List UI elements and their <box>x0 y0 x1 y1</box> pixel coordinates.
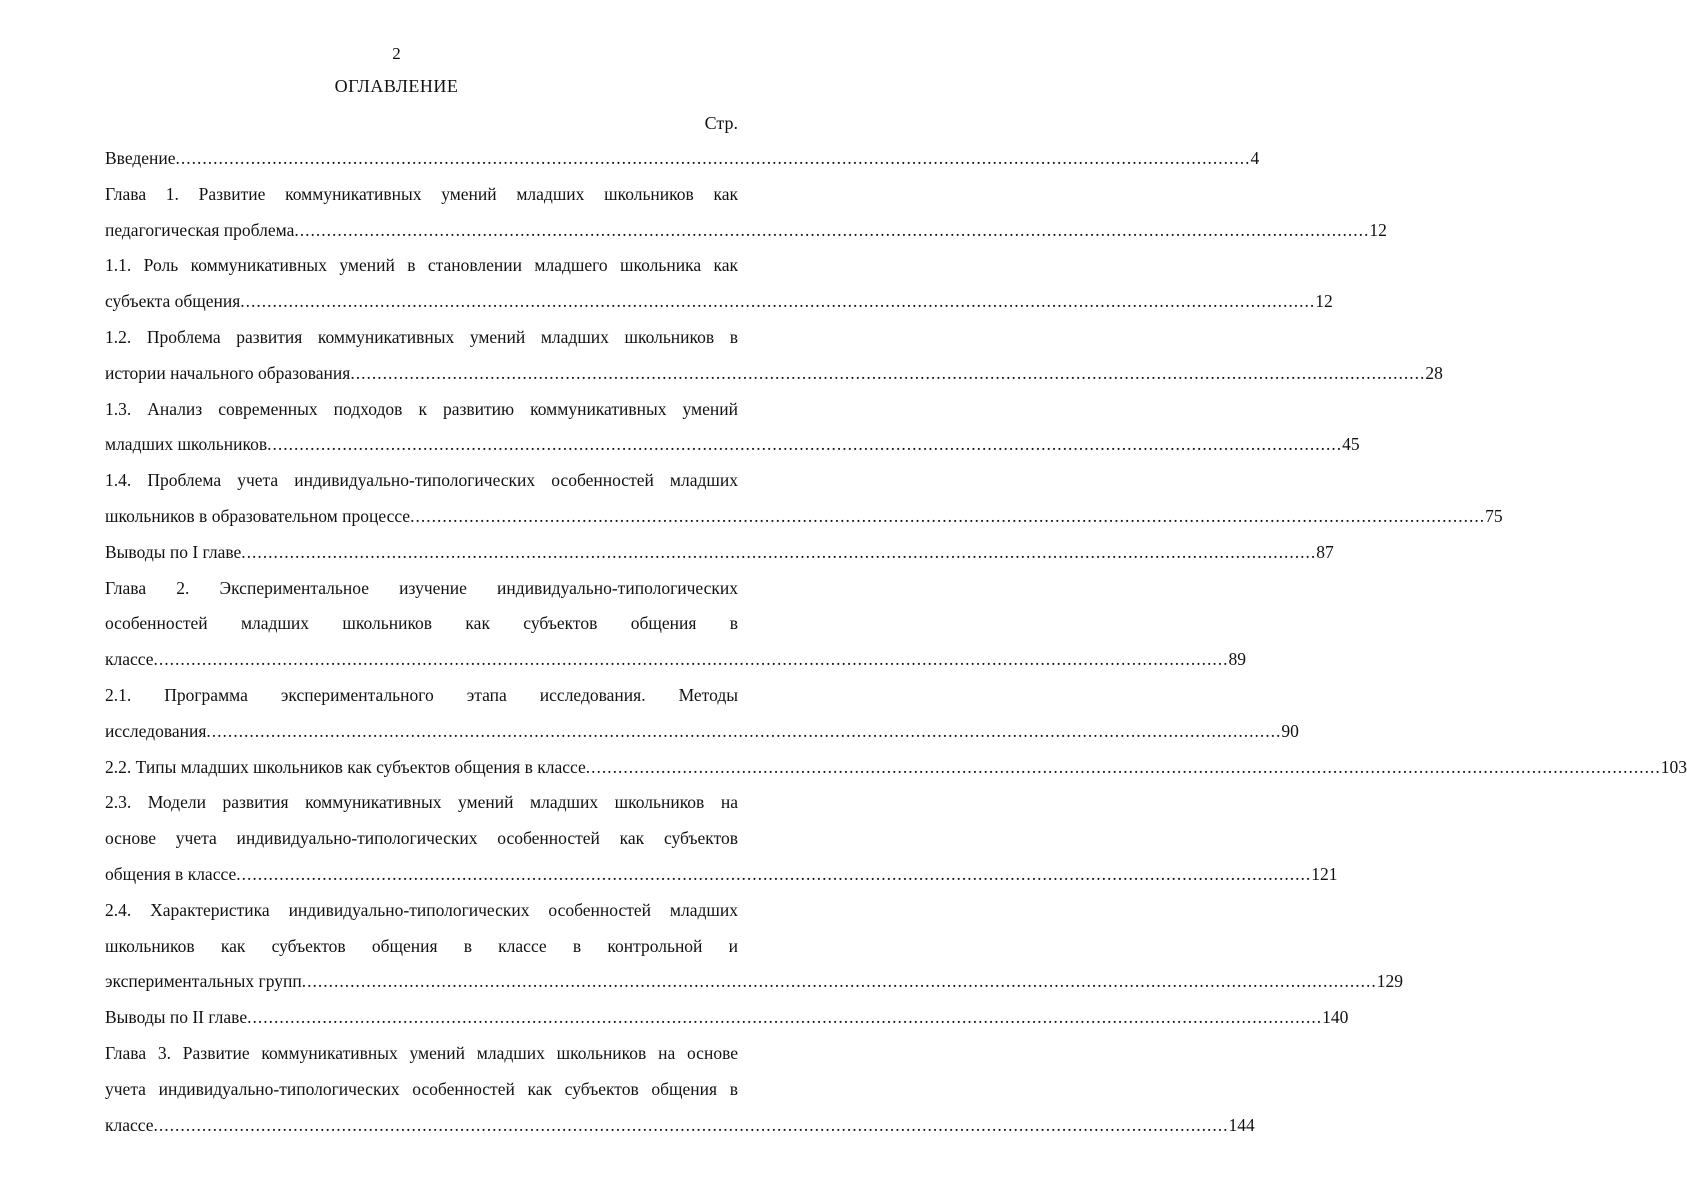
toc-entry <box>105 392 1360 464</box>
toc-entry-page: 121 <box>1311 863 1338 884</box>
toc-entry <box>105 1036 1255 1143</box>
toc-entry-title: исследования <box>105 720 207 741</box>
dot-leader: ........................................................................................................................................................................................................ <box>294 219 1370 240</box>
toc-entry-page: 89 <box>1228 649 1247 670</box>
toc-entry-page: 144 <box>1228 1114 1255 1135</box>
toc-entry-line: Глава 1. Развитие коммуникативных умений младших школьников как <box>105 183 738 204</box>
toc-entry <box>105 678 1299 750</box>
toc-entry-title: классе <box>105 1114 154 1135</box>
toc-entry <box>105 141 1260 177</box>
toc-entry-last-line <box>105 213 1387 249</box>
toc-entry-line: 1.2. Проблема развития коммуникативных умений младших школьников в <box>105 326 738 347</box>
page-number: 2 <box>392 44 401 63</box>
toc-entry-title: 2.2. Типы младших школьников как субъектов общения в классе <box>105 756 586 777</box>
toc-entry <box>105 320 1443 392</box>
toc-entry <box>105 463 1503 535</box>
toc-entry-title: общения в классе <box>105 863 237 884</box>
page-column-label: Стр. <box>704 113 738 133</box>
toc-entry-page: 28 <box>1425 362 1443 383</box>
toc-entry-line: учета индивидуально-типологических особенностей как субъектов общения в <box>105 1078 738 1099</box>
toc-entry-last-line <box>105 1108 1255 1144</box>
toc-entry-title: классе <box>105 649 154 670</box>
toc-entry-title: младших школьников <box>105 434 268 455</box>
toc-entry <box>105 535 1334 571</box>
toc-entry-title: педагогическая проблема <box>105 219 295 240</box>
dot-leader: ........................................................................................................................................................................................................ <box>236 863 1312 884</box>
toc-entry-page: 4 <box>1250 148 1260 168</box>
table-of-contents <box>105 141 1687 1143</box>
page-title: ОГЛАВЛЕНИЕ <box>334 76 459 96</box>
toc-entry-line: 2.4. Характеристика индивидуально-типологических особенностей младших <box>105 899 738 920</box>
toc-entry-line: Глава 2. Экспериментальное изучение индивидуально-типологических <box>105 577 738 598</box>
toc-entry-line: 2.3. Модели развития коммуникативных умений младших школьников на <box>105 792 738 813</box>
dot-leader: ........................................................................................................................................................................................................ <box>206 720 1282 741</box>
dot-leader: ........................................................................................................................................................................................................ <box>301 971 1377 992</box>
toc-entry-last-line <box>105 535 1334 571</box>
dot-leader: ........................................................................................................................................................................................................ <box>240 291 1316 312</box>
toc-entry <box>105 248 1333 320</box>
toc-entry-title: экспериментальных групп <box>105 971 302 992</box>
toc-entry-last-line <box>105 857 1338 893</box>
toc-entry-page: 140 <box>1322 1007 1349 1028</box>
toc-entry-last-line <box>105 964 1403 1000</box>
toc-entry-line: основе учета индивидуально-типологических особенностей как субъектов <box>105 828 738 849</box>
toc-entry-line: 1.4. Проблема учета индивидуально-типологических особенностей младших <box>105 470 738 491</box>
toc-entry-title: Выводы по II главе <box>105 1007 248 1028</box>
toc-entry <box>105 750 1687 786</box>
toc-entry-page: 75 <box>1485 505 1503 526</box>
dot-leader: ........................................................................................................................................................................................................ <box>241 541 1317 562</box>
toc-entry-line: 2.1. Программа экспериментального этапа исследования. Методы <box>105 684 738 705</box>
toc-entry-title: субъекта общения <box>105 291 241 312</box>
toc-entry-last-line <box>105 499 1503 535</box>
toc-entry-page: 103 <box>1660 756 1687 777</box>
toc-entry-title: Введение <box>105 148 176 168</box>
toc-entry-title: истории начального образования <box>105 362 351 383</box>
toc-entry <box>105 1000 1349 1036</box>
toc-entry <box>105 785 1338 892</box>
dot-leader: ........................................................................................................................................................................................................ <box>585 756 1661 777</box>
toc-entry-line: школьников как субъектов общения в классе в контрольной и <box>105 935 738 956</box>
toc-entry-page: 129 <box>1376 971 1403 992</box>
toc-entry-last-line <box>105 427 1360 463</box>
dot-leader: ........................................................................................................................................................................................................ <box>153 1114 1229 1135</box>
toc-entry-line: особенностей младших школьников как субъектов общения в <box>105 613 738 634</box>
dot-leader: ........................................................................................................................................................................................................ <box>175 148 1251 168</box>
toc-entry <box>105 571 1247 678</box>
toc-entry-last-line <box>105 642 1247 678</box>
toc-entry-page: 45 <box>1342 434 1360 455</box>
toc-entry-line: 1.3. Анализ современных подходов к развитию коммуникативных умений <box>105 398 738 419</box>
toc-entry-line: Глава 3. Развитие коммуникативных умений младших школьников на основе <box>105 1042 738 1063</box>
toc-entry-page: 90 <box>1281 720 1299 741</box>
toc-entry-last-line <box>105 1000 1349 1036</box>
toc-entry-last-line <box>105 284 1333 320</box>
toc-entry-line: 1.1. Роль коммуникативных умений в становлении младшего школьника как <box>105 255 738 276</box>
toc-entry-last-line <box>105 714 1299 750</box>
dot-leader: ........................................................................................................................................................................................................ <box>410 505 1486 526</box>
dot-leader: ........................................................................................................................................................................................................ <box>267 434 1343 455</box>
toc-entry-title: школьников в образовательном процессе <box>105 505 411 526</box>
toc-entry <box>105 893 1403 1000</box>
toc-entry-last-line <box>105 356 1443 392</box>
toc-entry-page: 12 <box>1315 291 1333 312</box>
toc-entry-page: 87 <box>1316 541 1334 562</box>
toc-entry-last-line <box>105 141 1260 177</box>
dot-leader: ........................................................................................................................................................................................................ <box>350 362 1426 383</box>
toc-entry-title: Выводы по I главе <box>105 541 242 562</box>
dot-leader: ........................................................................................................................................................................................................ <box>247 1007 1323 1028</box>
toc-entry <box>105 177 1387 249</box>
toc-entry-page: 12 <box>1369 219 1387 240</box>
toc-entry-last-line <box>105 750 1687 786</box>
dot-leader: ........................................................................................................................................................................................................ <box>153 649 1229 670</box>
